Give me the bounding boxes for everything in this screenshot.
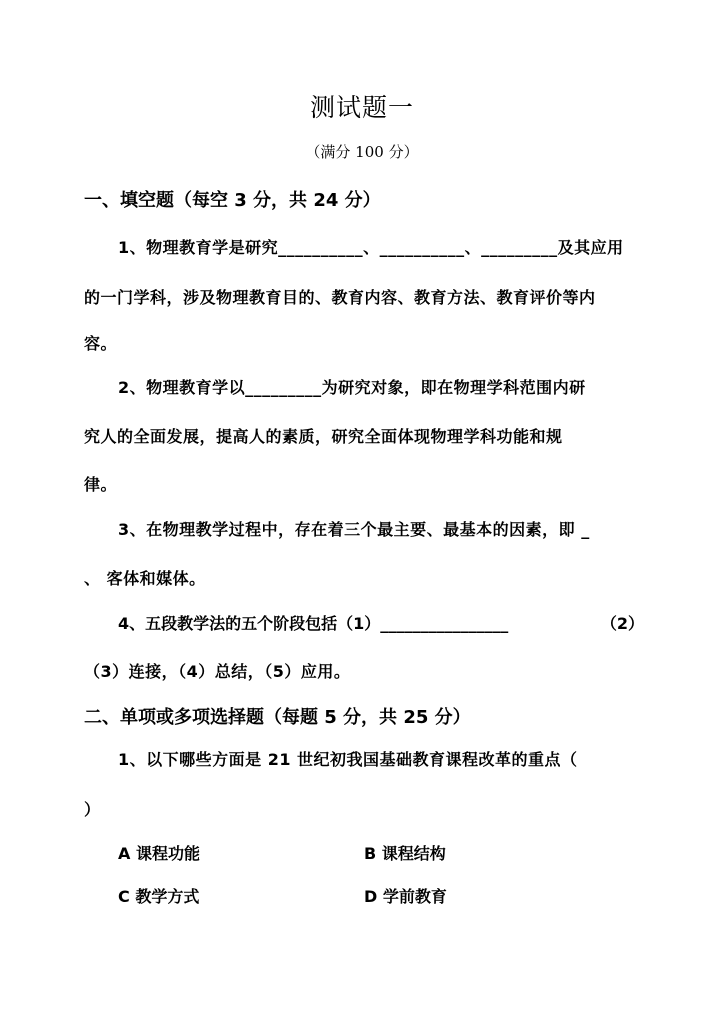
s1-q2-line2: 究人的全面发展，提高人的素质，研究全面体现物理学科功能和规 bbox=[84, 427, 563, 446]
option-c: C 教学方式 bbox=[118, 887, 200, 906]
s1-q3-line1: 3、在物理教学过程中，存在着三个最主要、最基本的因素，即 _ bbox=[118, 520, 590, 539]
s1-q4-line1-right: （2） bbox=[600, 614, 644, 633]
option-b: B 课程结构 bbox=[364, 844, 446, 863]
full-score-note: （满分 100 分） bbox=[305, 143, 419, 161]
s2-q1-line2: ） bbox=[84, 800, 101, 819]
s1-q4-line1 bbox=[118, 611, 644, 634]
s1-q3-line2: 、 客体和媒体。 bbox=[84, 569, 206, 588]
section-2-heading: 二、单项或多项选择题（每题 5 分，共 25 分） bbox=[84, 707, 471, 728]
option-a: A 课程功能 bbox=[118, 844, 200, 863]
s1-q1-line1: 1、物理教育学是研究__________、__________、_________及其应用 bbox=[118, 238, 624, 257]
option-d: D 学前教育 bbox=[364, 887, 447, 906]
page-title: 测试题一 bbox=[309, 93, 414, 122]
s1-q4-line2: （3）连接，（4）总结，（5）应用。 bbox=[84, 662, 351, 681]
s2-q1-line1: 1、以下哪些方面是 21 世纪初我国基础教育课程改革的重点（ bbox=[118, 750, 578, 769]
section-1-heading: 一、填空题（每空 3 分，共 24 分） bbox=[84, 190, 381, 211]
s1-q1-line3: 容。 bbox=[84, 334, 118, 353]
s1-q2-line1: 2、物理教育学以_________为研究对象，即在物理学科范围内研 bbox=[118, 378, 586, 397]
s1-q4-line1-left: 4、五段教学法的五个阶段包括（1）________________ bbox=[118, 614, 509, 633]
s1-q2-line3: 律。 bbox=[84, 475, 118, 494]
s1-q1-line2: 的一门学科，涉及物理教育目的、教育内容、教育方法、教育评价等内 bbox=[84, 288, 596, 307]
